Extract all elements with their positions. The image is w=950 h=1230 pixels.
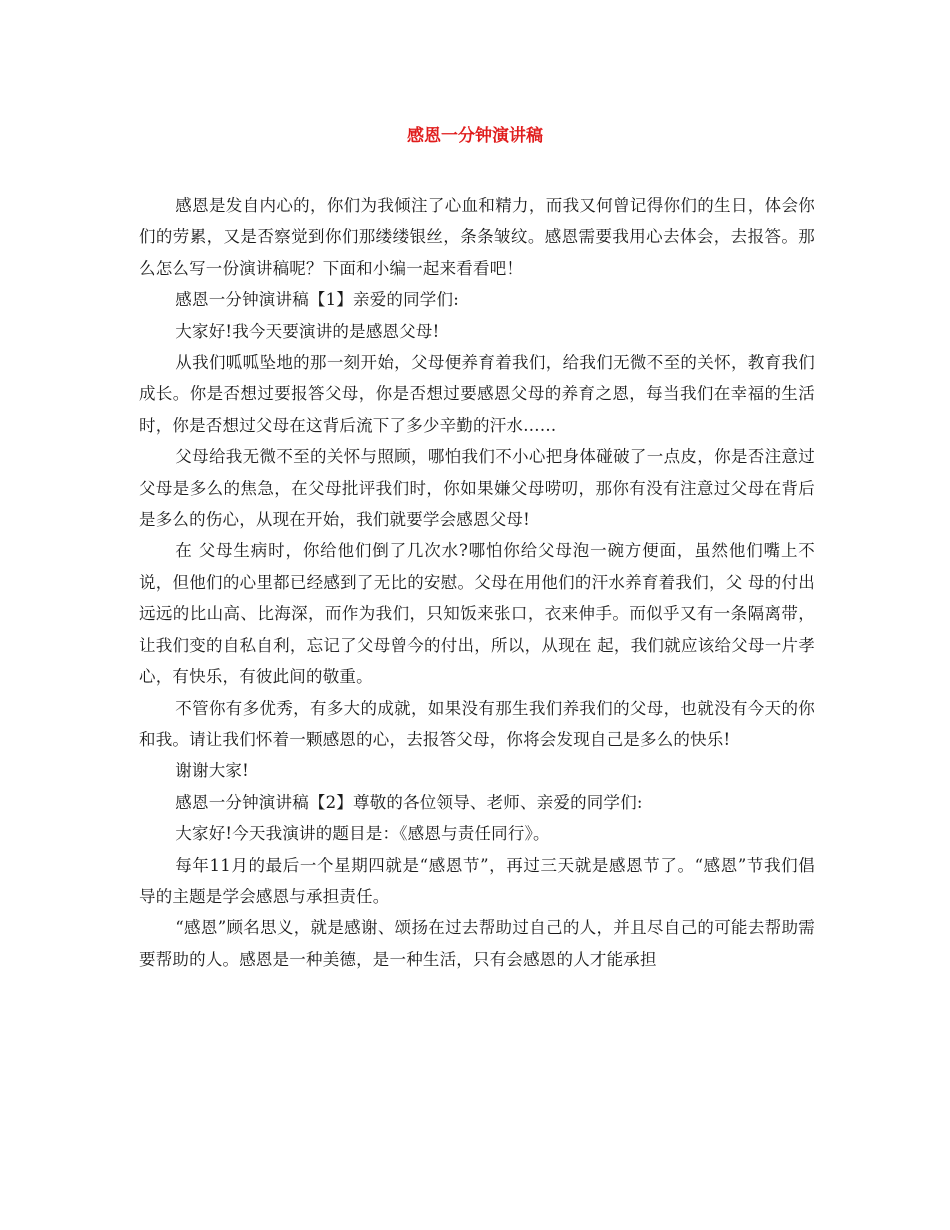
paragraph: 在 父母生病时，你给他们倒了几次水?哪怕你给父母泡一碗方便面，虽然他们嘴上不说，但他们的心里都已经感到了无比的安慰。父母在用他们的汗水养育着我们，父 母的付出远远的比山高、比海深，而作为我们，只知饭来张口，衣来伸手。而似乎又有一条隔离带，让我们变的自私自利，忘记了父母曾今的付出，所以，从现在 起，我们就应该给父母一片孝心，有快乐，有彼此间的敬重。 xyxy=(139,541,815,687)
document-title: 感恩一分钟演讲稿 xyxy=(407,126,543,146)
document-body xyxy=(139,190,815,975)
paragraph-greeting: 大家好!我今天要演讲的是感恩父母! xyxy=(175,321,440,341)
paragraph: 父母给我无微不至的关怀与照顾，哪怕我们不小心把身体碰破了一点皮，你是否注意过父母是多么的焦急，在父母批评我们时，你如果嫌父母唠叨，那你有没有注意过父母在背后是多么的伤心，从现在开始，我们就要学会感恩父母! xyxy=(139,447,815,530)
paragraph-greeting: 大家好!今天我演讲的题目是：《感恩与责任同行》。 xyxy=(175,824,550,844)
paragraph: “感恩”顾名思义，就是感谢、颂扬在过去帮助过自己的人，并且尽自己的可能去帮助需要帮助的人。感恩是一种美德，是一种生活，只有会感恩的人才能承担 xyxy=(139,918,815,969)
paragraph-intro: 感恩是发自内心的，你们为我倾注了心血和精力，而我又何曾记得你们的生日，体会你们的劳累，又是否察觉到你们那缕缕银丝，条条皱纹。感恩需要我用心去体会，去报答。那么怎么写一份演讲稿呢？下面和小编一起来看看吧！ xyxy=(139,196,815,278)
paragraph-speech1-heading: 感恩一分钟演讲稿【1】亲爱的同学们: xyxy=(175,290,459,310)
paragraph: 不管你有多优秀，有多大的成就，如果没有那生我们养我们的父母，也就没有今天的你和我。请让我们怀着一颗感恩的心，去报答父母，你将会发现自己是多么的快乐! xyxy=(139,698,815,749)
paragraph: 每年11月的最后一个星期四就是“感恩节”，再过三天就是感恩节了。“感恩”节我们倡导的主题是学会感恩与承担责任。 xyxy=(139,855,815,906)
paragraph-speech2-heading: 感恩一分钟演讲稿【2】尊敬的各位领导、老师、亲爱的同学们: xyxy=(175,792,643,812)
paragraph: 从我们呱呱坠地的那一刻开始，父母便养育着我们，给我们无微不至的关怀，教育我们成长。你是否想过要报答父母，你是否想过要感恩父母的养育之恩，每当我们在幸福的生活时，你是否想过父母在这背后流下了多少辛勤的汗水…… xyxy=(139,353,815,435)
paragraph-closing: 谢谢大家! xyxy=(175,761,249,781)
